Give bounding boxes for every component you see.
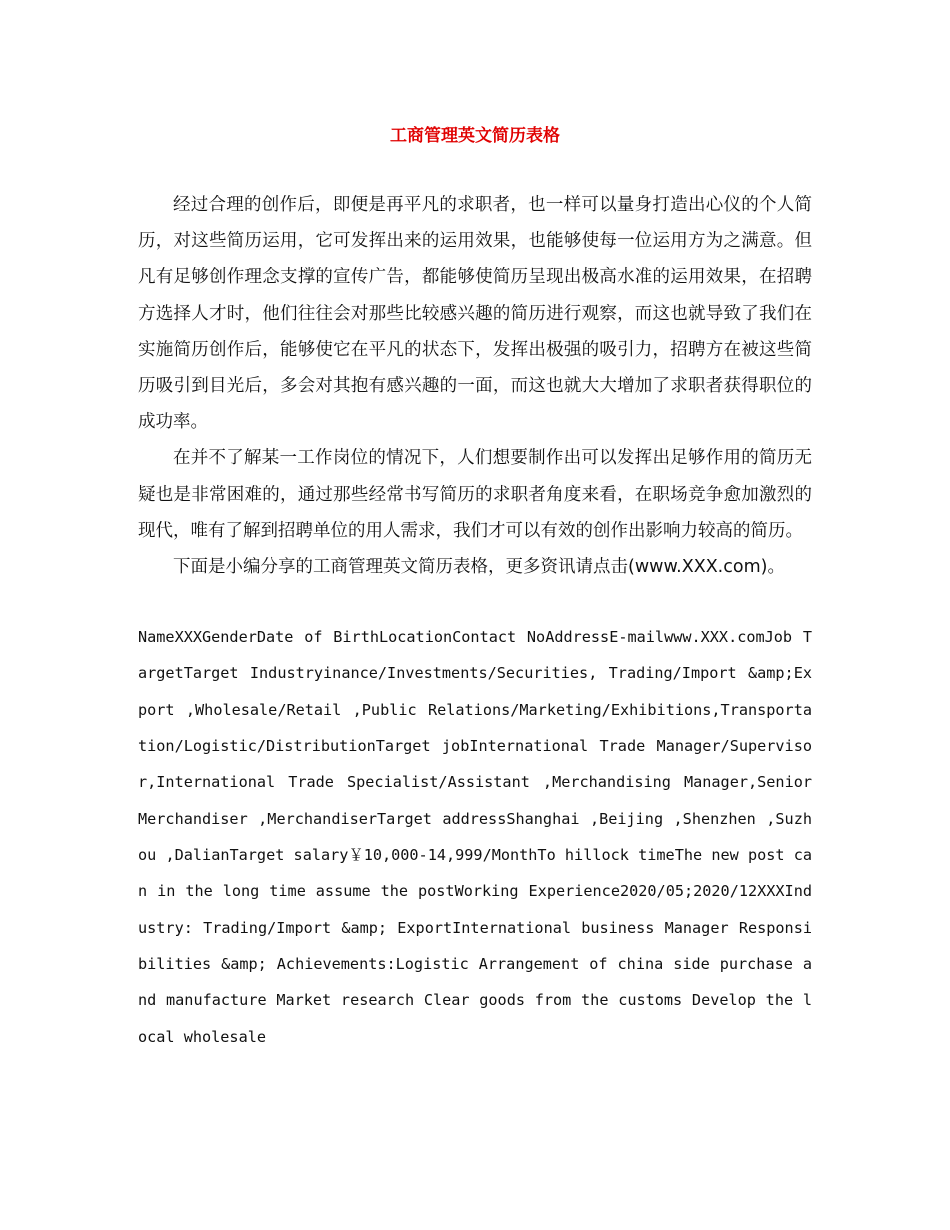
document-title: 工商管理英文简历表格 bbox=[390, 126, 560, 146]
intro-paragraph-block bbox=[138, 187, 812, 585]
resume-table-text: NameXXXGenderDate of BirthLocationContact NoAddressE-mailwww.XXX.comJob TargetTarget Industryinance/Investments/Securities, Trading/Import &amp;Export ,Wholesale/Retail ,Public Relations/Marketing/Exhibitions,Transportation/Logistic/DistributionTarget jobInternational Trade Manager/Supervisor,International Trade Specialist/Assistant ,Merchandising Manager,Senior Merchandiser ,MerchandiserTarget addressShanghai ,Beijing ,Shenzhen ,Suzhou ,DalianTarget salary￥10,000-14,999/MonthTo hillock timeThe new post can in the long time assume the postWorking Experience2020/05;2020/12XXXIndustry: Trading/Import &amp; ExportInternational business Manager Responsibilities &amp; Achievements:Logistic Arrangement of china side purchase and manufacture Market research Clear goods from the customs Develop the local wholesale bbox=[138, 628, 812, 1046]
paragraph-2: 在并不了解某一工作岗位的情况下，人们想要制作出可以发挥出足够作用的简历无疑也是非常困难的，通过那些经常书写简历的求职者角度来看，在职场竞争愈加激烈的现代，唯有了解到招聘单位的用人需求，我们才可以有效的创作出影响力较高的简历。 bbox=[138, 448, 812, 541]
paragraph-3: 下面是小编分享的工商管理英文简历表格，更多资讯请点击(www.XXX.com)。 bbox=[173, 557, 785, 578]
paragraph-1: 经过合理的创作后，即便是再平凡的求职者，也一样可以量身打造出心仪的个人简历，对这些简历运用，它可发挥出来的运用效果，也能够使每一位运用方为之满意。但凡有足够创作理念支撑的宣传广告，都能够使简历呈现出极高水准的运用效果，在招聘方选择人才时，他们往往会对那些比较感兴趣的简历进行观察，而这也就导致了我们在实施简历创作后，能够使它在平凡的状态下，发挥出极强的吸引力，招聘方在被这些简历吸引到目光后，多会对其抱有感兴趣的一面，而这也就大大增加了求职者获得职位的成功率。 bbox=[138, 195, 812, 433]
